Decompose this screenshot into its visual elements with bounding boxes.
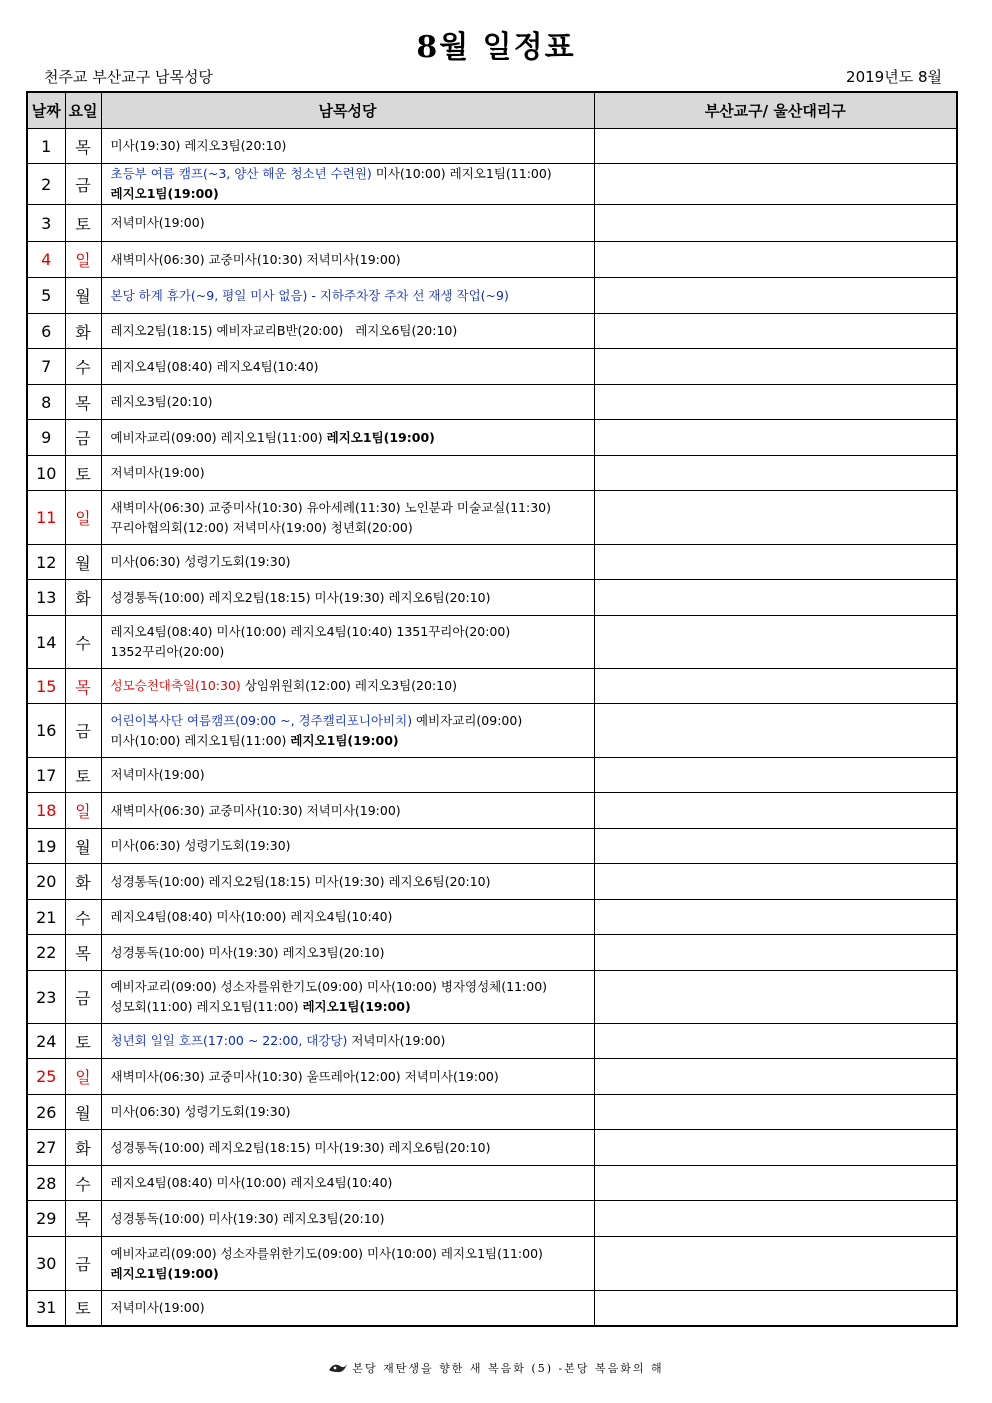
event-text: 레지오3팀(20:10) bbox=[110, 394, 213, 409]
day-cell: 8 bbox=[27, 385, 65, 420]
schedule-row bbox=[27, 129, 957, 164]
diocese-events-cell bbox=[594, 1095, 957, 1130]
event-text: 새벽미사(06:30) 교중미사(10:30) 유아세례(11:30) 노인분과 미술교실(11:30) bbox=[110, 499, 551, 515]
event-line bbox=[111, 286, 585, 306]
schedule-row bbox=[27, 314, 957, 349]
parish-events-cell bbox=[101, 900, 594, 935]
day-cell: 29 bbox=[27, 1201, 65, 1237]
footer bbox=[0, 1360, 992, 1377]
event-text: 어린이복사단 여름캠프(09:00 ~, 경주캘리포니아비치) bbox=[110, 712, 413, 728]
event-text: 상임위원회(12:00) 레지오3팀(20:10) bbox=[240, 678, 457, 693]
schedule-row bbox=[27, 704, 957, 758]
event-text: 1352꾸리아(20:00) bbox=[110, 644, 225, 659]
parish-events-cell bbox=[101, 129, 594, 164]
parish-events-cell bbox=[101, 1237, 594, 1291]
event-line bbox=[111, 872, 585, 892]
event-text: 성모승천대축일(10:30) bbox=[110, 678, 241, 693]
day-cell: 27 bbox=[27, 1130, 65, 1166]
event-line bbox=[111, 518, 585, 538]
diocese-events-cell bbox=[594, 1166, 957, 1201]
weekday-cell: 토 bbox=[65, 1024, 101, 1059]
event-line bbox=[111, 552, 585, 572]
weekday-cell: 목 bbox=[65, 669, 101, 704]
diocese-events-cell bbox=[594, 278, 957, 314]
parish-events-cell bbox=[101, 793, 594, 829]
schedule-row bbox=[27, 1237, 957, 1291]
event-line bbox=[111, 184, 585, 204]
schedule-row bbox=[27, 205, 957, 242]
day-cell: 12 bbox=[27, 545, 65, 580]
parish-events-cell bbox=[101, 1130, 594, 1166]
parish-events-cell bbox=[101, 349, 594, 385]
weekday-cell: 목 bbox=[65, 385, 101, 420]
event-line bbox=[111, 997, 585, 1017]
schedule-row bbox=[27, 385, 957, 420]
diocese-events-cell bbox=[594, 456, 957, 491]
diocese-events-cell bbox=[594, 935, 957, 971]
event-text: 초등부 여름 캠프(~3, 양산 해운 청소년 수련원) bbox=[110, 166, 372, 181]
diocese-events-cell bbox=[594, 242, 957, 278]
weekday-cell: 수 bbox=[65, 616, 101, 669]
event-text: 저녁미사(19:00) bbox=[110, 465, 205, 480]
parish-events-cell bbox=[101, 1166, 594, 1201]
parish-events-cell bbox=[101, 864, 594, 900]
day-cell: 20 bbox=[27, 864, 65, 900]
schedule-row bbox=[27, 1291, 957, 1326]
event-text: 새벽미사(06:30) 교중미사(10:30) 울뜨레아(12:00) 저녁미사(19:00) bbox=[110, 1068, 499, 1084]
weekday-cell: 금 bbox=[65, 1237, 101, 1291]
weekday-cell: 월 bbox=[65, 545, 101, 580]
event-line bbox=[111, 676, 585, 696]
parish-logo-icon bbox=[328, 1361, 348, 1377]
day-cell: 11 bbox=[27, 491, 65, 545]
diocese-events-cell bbox=[594, 793, 957, 829]
weekday-cell: 금 bbox=[65, 164, 101, 205]
diocese-events-cell bbox=[594, 1130, 957, 1166]
parish-events-cell bbox=[101, 616, 594, 669]
parish-events-cell bbox=[101, 420, 594, 456]
schedule-row bbox=[27, 900, 957, 935]
schedule-row bbox=[27, 829, 957, 864]
weekday-cell: 금 bbox=[65, 704, 101, 758]
parish-events-cell bbox=[101, 385, 594, 420]
diocese-events-cell bbox=[594, 616, 957, 669]
event-text: 레지오1팀(19:00) bbox=[302, 999, 411, 1014]
event-text: 미사(06:30) 성령기도회(19:30) bbox=[110, 838, 291, 853]
day-cell: 23 bbox=[27, 971, 65, 1024]
event-line bbox=[111, 801, 585, 821]
event-text: 미사(10:00) 레지오1팀(11:00) bbox=[110, 732, 291, 748]
schedule-row bbox=[27, 1166, 957, 1201]
event-line bbox=[111, 765, 585, 785]
schedule-row bbox=[27, 545, 957, 580]
event-text: 예비자교리(09:00) bbox=[412, 712, 523, 728]
parish-events-cell bbox=[101, 1059, 594, 1095]
weekday-cell: 수 bbox=[65, 1166, 101, 1201]
event-text: 레지오4팀(08:40) 미사(10:00) 레지오4팀(10:40) bbox=[110, 909, 393, 924]
event-line bbox=[111, 213, 585, 233]
weekday-cell: 일 bbox=[65, 491, 101, 545]
event-text: 성경통독(10:00) 미사(19:30) 레지오3팀(20:10) bbox=[110, 944, 385, 960]
diocese-events-cell bbox=[594, 1237, 957, 1291]
day-cell: 4 bbox=[27, 242, 65, 278]
event-line bbox=[111, 943, 585, 963]
schedule-row bbox=[27, 935, 957, 971]
event-text: 레지오1팀(19:00) bbox=[110, 1265, 219, 1281]
schedule-row bbox=[27, 242, 957, 278]
parish-events-cell bbox=[101, 314, 594, 349]
schedule-row bbox=[27, 349, 957, 385]
day-cell: 1 bbox=[27, 129, 65, 164]
day-cell: 28 bbox=[27, 1166, 65, 1201]
event-line bbox=[111, 588, 585, 608]
diocese-events-cell bbox=[594, 491, 957, 545]
diocese-events-cell bbox=[594, 129, 957, 164]
event-text: 성경통독(10:00) 레지오2팀(18:15) 미사(19:30) 레지오6팀(20:10) bbox=[110, 873, 491, 889]
diocese-events-cell bbox=[594, 1059, 957, 1095]
day-cell: 26 bbox=[27, 1095, 65, 1130]
weekday-cell: 목 bbox=[65, 935, 101, 971]
event-text: 저녁미사(19:00) bbox=[110, 215, 205, 230]
weekday-cell: 토 bbox=[65, 1291, 101, 1326]
diocese-events-cell bbox=[594, 704, 957, 758]
parish-events-cell bbox=[101, 545, 594, 580]
event-line bbox=[111, 164, 585, 184]
schedule-body bbox=[27, 129, 957, 1326]
event-line bbox=[111, 1209, 585, 1229]
parish-events-cell bbox=[101, 935, 594, 971]
event-text: 저녁미사(19:00) bbox=[347, 1033, 446, 1048]
diocese-events-cell bbox=[594, 669, 957, 704]
parish-events-cell bbox=[101, 456, 594, 491]
event-text: 레지오4팀(08:40) 미사(10:00) 레지오4팀(10:40) 1351꾸리아(20:00) bbox=[110, 624, 511, 639]
schedule-row bbox=[27, 420, 957, 456]
event-text: 예비자교리(09:00) 성소자를위한기도(09:00) 미사(10:00) 레지오1팀(11:00) bbox=[110, 1245, 543, 1261]
parish-events-cell bbox=[101, 758, 594, 793]
weekday-cell: 일 bbox=[65, 1059, 101, 1095]
day-cell: 2 bbox=[27, 164, 65, 205]
weekday-cell: 목 bbox=[65, 129, 101, 164]
weekday-cell: 수 bbox=[65, 349, 101, 385]
event-line bbox=[111, 498, 585, 518]
event-text: 꾸리아협의회(12:00) 저녁미사(19:00) 청년회(20:00) bbox=[110, 519, 413, 535]
weekday-cell: 화 bbox=[65, 580, 101, 616]
parish-name: 천주교 부산교구 남목성당 bbox=[44, 68, 213, 86]
event-line bbox=[111, 428, 585, 448]
diocese-events-cell bbox=[594, 164, 957, 205]
event-line bbox=[111, 136, 585, 156]
day-cell: 5 bbox=[27, 278, 65, 314]
day-cell: 13 bbox=[27, 580, 65, 616]
event-text: 성경통독(10:00) 레지오2팀(18:15) 미사(19:30) 레지오6팀(20:10) bbox=[110, 1139, 491, 1155]
event-text: 예비자교리(09:00) 성소자를위한기도(09:00) 미사(10:00) 병자영성체(11:00) bbox=[110, 979, 548, 994]
event-line bbox=[111, 1138, 585, 1158]
event-line bbox=[111, 1264, 585, 1284]
page-title: 8월 일정표 bbox=[416, 30, 576, 65]
schedule-row bbox=[27, 1130, 957, 1166]
event-text: 새벽미사(06:30) 교중미사(10:30) 저녁미사(19:00) bbox=[110, 802, 401, 818]
day-cell: 9 bbox=[27, 420, 65, 456]
event-line bbox=[111, 463, 585, 483]
header-weekday: 요일 bbox=[65, 92, 101, 129]
header-parish: 남목성당 bbox=[101, 92, 594, 129]
event-text: 본당 하계 휴가(~9, 평일 미사 없음) - 지하주차장 주차 선 재생 작업(~9) bbox=[110, 287, 509, 303]
weekday-cell: 월 bbox=[65, 1095, 101, 1130]
parish-events-cell bbox=[101, 829, 594, 864]
event-line bbox=[111, 357, 585, 377]
diocese-events-cell bbox=[594, 314, 957, 349]
weekday-cell: 금 bbox=[65, 420, 101, 456]
event-line bbox=[111, 711, 585, 731]
schedule-row bbox=[27, 793, 957, 829]
parish-events-cell bbox=[101, 1024, 594, 1059]
parish-events-cell bbox=[101, 704, 594, 758]
event-text: 청년회 일일 호프(17:00 ~ 22:00, 대강당) bbox=[110, 1033, 348, 1048]
parish-events-cell bbox=[101, 164, 594, 205]
diocese-events-cell bbox=[594, 758, 957, 793]
weekday-cell: 일 bbox=[65, 242, 101, 278]
schedule-row bbox=[27, 758, 957, 793]
parish-events-cell bbox=[101, 1291, 594, 1326]
event-text: 성모회(11:00) 레지오1팀(11:00) bbox=[110, 999, 303, 1014]
day-cell: 7 bbox=[27, 349, 65, 385]
parish-events-cell bbox=[101, 580, 594, 616]
diocese-events-cell bbox=[594, 971, 957, 1024]
event-line bbox=[111, 1067, 585, 1087]
event-text: 레지오1팀(19:00) bbox=[326, 429, 435, 445]
day-cell: 16 bbox=[27, 704, 65, 758]
event-text: 레지오2팀(18:15) 예비자교리B반(20:00) 레지오6팀(20:10) bbox=[110, 323, 458, 338]
diocese-events-cell bbox=[594, 580, 957, 616]
parish-events-cell bbox=[101, 971, 594, 1024]
weekday-cell: 화 bbox=[65, 1130, 101, 1166]
event-line bbox=[111, 622, 585, 642]
weekday-cell: 화 bbox=[65, 314, 101, 349]
event-line bbox=[111, 1244, 585, 1264]
event-text: 저녁미사(19:00) bbox=[110, 767, 205, 782]
diocese-events-cell bbox=[594, 420, 957, 456]
diocese-events-cell bbox=[594, 864, 957, 900]
day-cell: 22 bbox=[27, 935, 65, 971]
event-text: 성경통독(10:00) 미사(19:30) 레지오3팀(20:10) bbox=[110, 1210, 385, 1226]
event-text: 미사(10:00) 레지오1팀(11:00) bbox=[371, 166, 552, 181]
schedule-row bbox=[27, 1024, 957, 1059]
event-text: 레지오4팀(08:40) 미사(10:00) 레지오4팀(10:40) bbox=[110, 1175, 393, 1190]
schedule-row bbox=[27, 616, 957, 669]
day-cell: 24 bbox=[27, 1024, 65, 1059]
weekday-cell: 토 bbox=[65, 758, 101, 793]
day-cell: 17 bbox=[27, 758, 65, 793]
event-line bbox=[111, 1298, 585, 1318]
parish-events-cell bbox=[101, 278, 594, 314]
diocese-events-cell bbox=[594, 349, 957, 385]
event-text: 미사(06:30) 성령기도회(19:30) bbox=[110, 554, 291, 569]
header-diocese: 부산교구/ 울산대리구 bbox=[594, 92, 957, 129]
event-text: 예비자교리(09:00) 레지오1팀(11:00) bbox=[110, 429, 327, 445]
day-cell: 31 bbox=[27, 1291, 65, 1326]
diocese-events-cell bbox=[594, 1201, 957, 1237]
header-row bbox=[27, 92, 957, 129]
parish-events-cell bbox=[101, 491, 594, 545]
diocese-events-cell bbox=[594, 829, 957, 864]
event-line bbox=[111, 1102, 585, 1122]
schedule-year-month: 2019년도 8월 bbox=[846, 68, 942, 86]
day-cell: 25 bbox=[27, 1059, 65, 1095]
weekday-cell: 화 bbox=[65, 864, 101, 900]
weekday-cell: 토 bbox=[65, 456, 101, 491]
diocese-events-cell bbox=[594, 900, 957, 935]
day-cell: 19 bbox=[27, 829, 65, 864]
event-text: 미사(19:30) 레지오3팀(20:10) bbox=[110, 138, 287, 153]
schedule-row bbox=[27, 1095, 957, 1130]
day-cell: 3 bbox=[27, 205, 65, 242]
parish-events-cell bbox=[101, 669, 594, 704]
event-line bbox=[111, 731, 585, 751]
day-cell: 10 bbox=[27, 456, 65, 491]
day-cell: 14 bbox=[27, 616, 65, 669]
schedule-row bbox=[27, 1059, 957, 1095]
parish-events-cell bbox=[101, 242, 594, 278]
weekday-cell: 수 bbox=[65, 900, 101, 935]
schedule-row bbox=[27, 971, 957, 1024]
weekday-cell: 목 bbox=[65, 1201, 101, 1237]
header-day: 날짜 bbox=[27, 92, 65, 129]
weekday-cell: 월 bbox=[65, 278, 101, 314]
event-text: 레지오1팀(19:00) bbox=[290, 732, 399, 748]
footer-text: 본당 재탄생을 향한 새 복음화 (5) -본당 복음화의 해 bbox=[352, 1362, 664, 1375]
event-text: 레지오1팀(19:00) bbox=[110, 186, 219, 201]
day-cell: 15 bbox=[27, 669, 65, 704]
schedule-row bbox=[27, 456, 957, 491]
event-line bbox=[111, 642, 585, 662]
parish-events-cell bbox=[101, 1095, 594, 1130]
schedule-row bbox=[27, 669, 957, 704]
event-text: 저녁미사(19:00) bbox=[110, 1299, 205, 1315]
event-text: 레지오4팀(08:40) 레지오4팀(10:40) bbox=[110, 358, 319, 374]
day-cell: 18 bbox=[27, 793, 65, 829]
schedule-row bbox=[27, 278, 957, 314]
weekday-cell: 금 bbox=[65, 971, 101, 1024]
event-text: 미사(06:30) 성령기도회(19:30) bbox=[110, 1104, 291, 1119]
weekday-cell: 일 bbox=[65, 793, 101, 829]
schedule-table bbox=[26, 91, 958, 1327]
event-line bbox=[111, 836, 585, 856]
event-text: 성경통독(10:00) 레지오2팀(18:15) 미사(19:30) 레지오6팀(20:10) bbox=[110, 589, 491, 605]
event-line bbox=[111, 392, 585, 412]
schedule-row bbox=[27, 164, 957, 205]
event-text: 새벽미사(06:30) 교중미사(10:30) 저녁미사(19:00) bbox=[110, 251, 401, 267]
event-line bbox=[111, 977, 585, 997]
diocese-events-cell bbox=[594, 545, 957, 580]
parish-events-cell bbox=[101, 1201, 594, 1237]
schedule-row bbox=[27, 491, 957, 545]
diocese-events-cell bbox=[594, 205, 957, 242]
diocese-events-cell bbox=[594, 385, 957, 420]
weekday-cell: 토 bbox=[65, 205, 101, 242]
day-cell: 30 bbox=[27, 1237, 65, 1291]
parish-events-cell bbox=[101, 205, 594, 242]
event-line bbox=[111, 321, 585, 341]
schedule-row bbox=[27, 1201, 957, 1237]
weekday-cell: 월 bbox=[65, 829, 101, 864]
day-cell: 6 bbox=[27, 314, 65, 349]
day-cell: 21 bbox=[27, 900, 65, 935]
event-line bbox=[111, 907, 585, 927]
event-line bbox=[111, 1173, 585, 1193]
event-line bbox=[111, 1031, 585, 1051]
diocese-events-cell bbox=[594, 1024, 957, 1059]
diocese-events-cell bbox=[594, 1291, 957, 1326]
schedule-row bbox=[27, 580, 957, 616]
schedule-row bbox=[27, 864, 957, 900]
event-line bbox=[111, 250, 585, 270]
